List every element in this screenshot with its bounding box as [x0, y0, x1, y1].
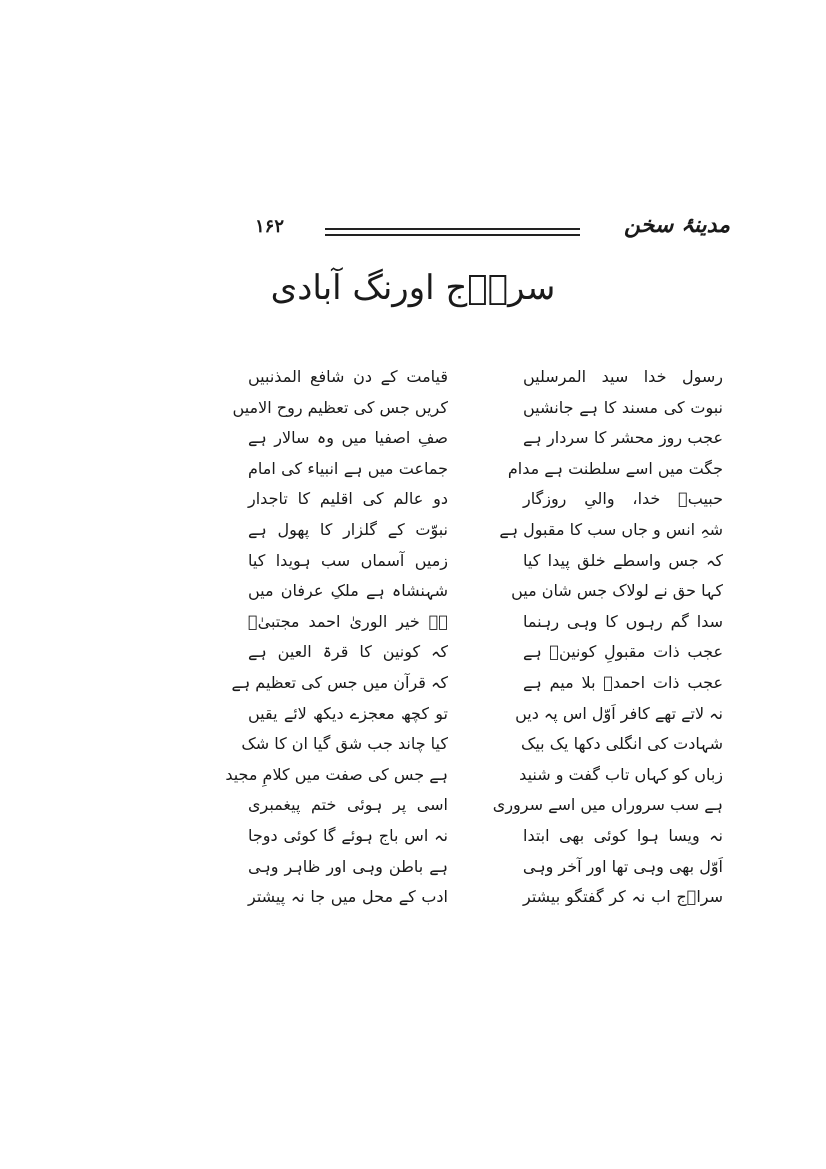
poem-line: شہنشاہ ہے ملکِ عرفان میں [248, 581, 448, 601]
poem-line: سدا گم رہوں کا وہی رہنما [523, 611, 723, 631]
poem-line: ہے سب سروراں میں اسے سروری [492, 795, 723, 815]
poem-line: کہ قرآن میں جس کی تعظیم ہے [231, 672, 448, 692]
poem-line: نبوّت کے گلزار کا پھول ہے [248, 519, 448, 539]
poem-line: عجب روز محشر کا سردار ہے [523, 428, 723, 448]
poem-line: اَوّل بھی وہی تھا اور آخر وہی [522, 856, 723, 876]
poem-line: عجب ذات احمدؐ بلا میم ہے [523, 672, 723, 692]
poem-line: جگت میں اسے سلطنت ہے مدام [507, 458, 723, 478]
poem-line: ہے باطن وہی اور ظاہر وہی [248, 856, 448, 876]
poem-line: نہ ویسا ہوا کوئی بھی ابتدا [523, 825, 723, 845]
header-rule-bottom [325, 234, 580, 236]
poem-line: کہ جس واسطے خلق پیدا کیا [523, 550, 723, 570]
poem-body [225, 362, 723, 962]
poem-line: نہ اس باج ہوئے گا کوئی دوجا [248, 825, 448, 845]
poem-column-left [225, 362, 448, 913]
poem-line: حبیبؐ خدا، والیِ روزگار [523, 489, 723, 509]
poem-line: کیا چاند جب شق گیا ان کا شک [241, 734, 448, 754]
poem-line: ادب کے محل میں جا نہ پیشتر [248, 887, 448, 907]
poem-line: نبوت کی مسند کا ہے جانشیں [523, 397, 723, 417]
header-rule-top [325, 228, 580, 230]
poem-line: کہ کونین کا قرۃ العین ہے [248, 642, 448, 662]
poem-line: شہادت کی انگلی دکھا یک بیک [521, 734, 723, 754]
poem-line: کریں جس کی تعظیم روح الامیں [232, 397, 448, 417]
poem-line: سراؔج اب نہ کر گفتگو بیشتر [523, 887, 723, 907]
running-head: مدینۂ سخن [623, 212, 730, 238]
poem-line: ہے خیر الوریٰ احمد مجتبیٰؐ [248, 611, 448, 631]
poem-line: ہے جس کی صفت میں کلامِ مجید [225, 764, 448, 784]
poem-line: کہا حق نے لولاک جس شان میں [511, 581, 723, 601]
poem-line: دو عالم کی اقلیم کا تاجدار [248, 489, 448, 509]
poem-line: قیامت کے دن شافع المذنبیں [248, 367, 448, 386]
poem-line: صفِ اصفیا میں وہ سالار ہے [248, 428, 448, 448]
poem-line: جماعت میں ہے انبیاء کی امام [248, 458, 448, 478]
poem-line: اسی پر ہوئی ختم پیغمبری [248, 795, 448, 815]
poem-line: تو کچھ معجزے دیکھ لائے یقیں [248, 703, 448, 723]
poem-column-right [492, 362, 723, 913]
page-number: ۱۶۲ [255, 216, 285, 237]
page-header [255, 212, 730, 248]
poem-line: نہ لاتے تھے کافر اَوّل اس پہ دیں [515, 703, 723, 723]
poem-line: زمیں آسماں سب ہویدا کیا [248, 550, 448, 570]
poem-line: عجب ذات مقبولِ کونینؐ ہے [523, 642, 723, 662]
poem-line: شہِ انس و جاں سب کا مقبول ہے [499, 519, 723, 539]
poem-line: رسول خدا سید المرسلیں [523, 367, 723, 386]
poem-title: سراؔج اورنگ آبادی [270, 268, 556, 308]
poem-line: زباں کو کہاں تاب گفت و شنید [519, 764, 723, 784]
